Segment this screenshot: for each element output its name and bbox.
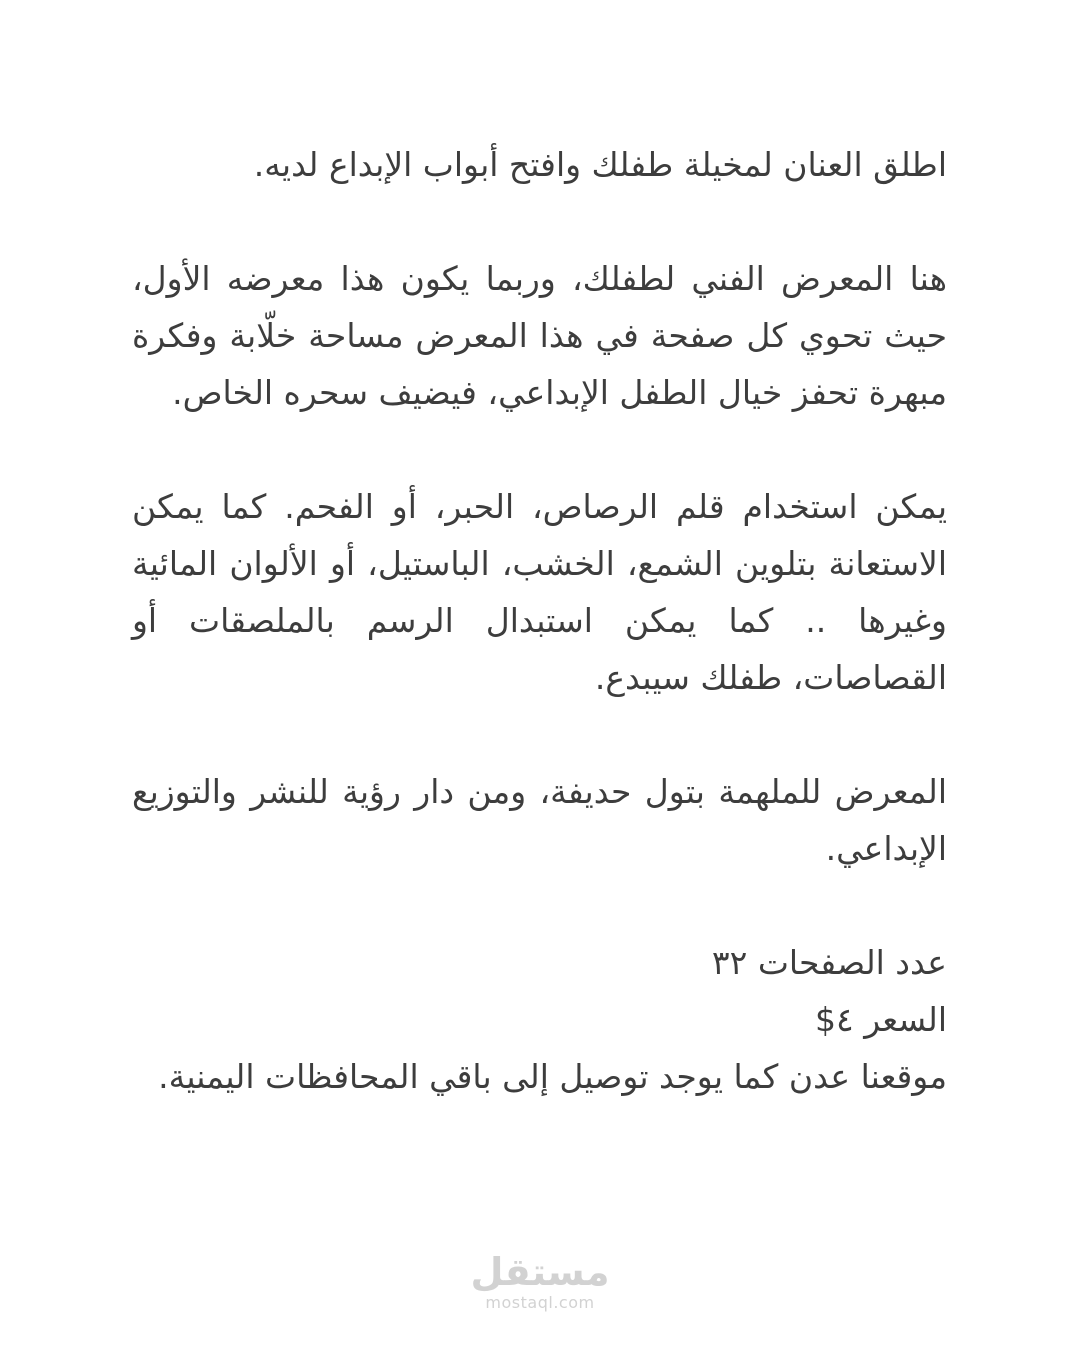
post-text bbox=[132, 136, 947, 1105]
mostaql-logo: مستقل bbox=[470, 1250, 610, 1294]
materials-paragraph: يمكن استخدام قلم الرصاص، الحبر، أو الفحم. كما يمكن الاستعانة بتلوين الشمع، الخشب، الباستيل، أو الألوان المائية وغيرها .. كما يمكن استبدال الرسم بالملصقات أو القصاصات، طفلك سيبدع. bbox=[132, 487, 947, 697]
gallery-description-paragraph: هنا المعرض الفني لطفلك، وربما يكون هذا معرضه الأول، حيث تحوي كل صفحة في هذا المعرض مساحة خلّابة وفكرة مبهرة تحفز خيال الطفل الإبداعي، فيضيف سحره الخاص. bbox=[132, 259, 947, 412]
mostaql-watermark bbox=[440, 1250, 640, 1312]
pages-count: عدد الصفحات ٣٢ bbox=[711, 943, 947, 982]
delivery-location: موقعنا عدن كما يوجد توصيل إلى باقي المحافظات اليمنية. bbox=[158, 1057, 947, 1096]
publisher-paragraph: المعرض للملهمة بتول حديفة، ومن دار رؤية للنشر والتوزيع الإبداعي. bbox=[132, 772, 947, 868]
intro-paragraph: اطلق العنان لمخيلة طفلك وافتح أبواب الإبداع لديه. bbox=[253, 145, 947, 184]
price: السعر ٤$ bbox=[814, 1000, 947, 1039]
mostaql-url: mostaql.com bbox=[485, 1293, 595, 1312]
details-block bbox=[132, 934, 947, 1105]
